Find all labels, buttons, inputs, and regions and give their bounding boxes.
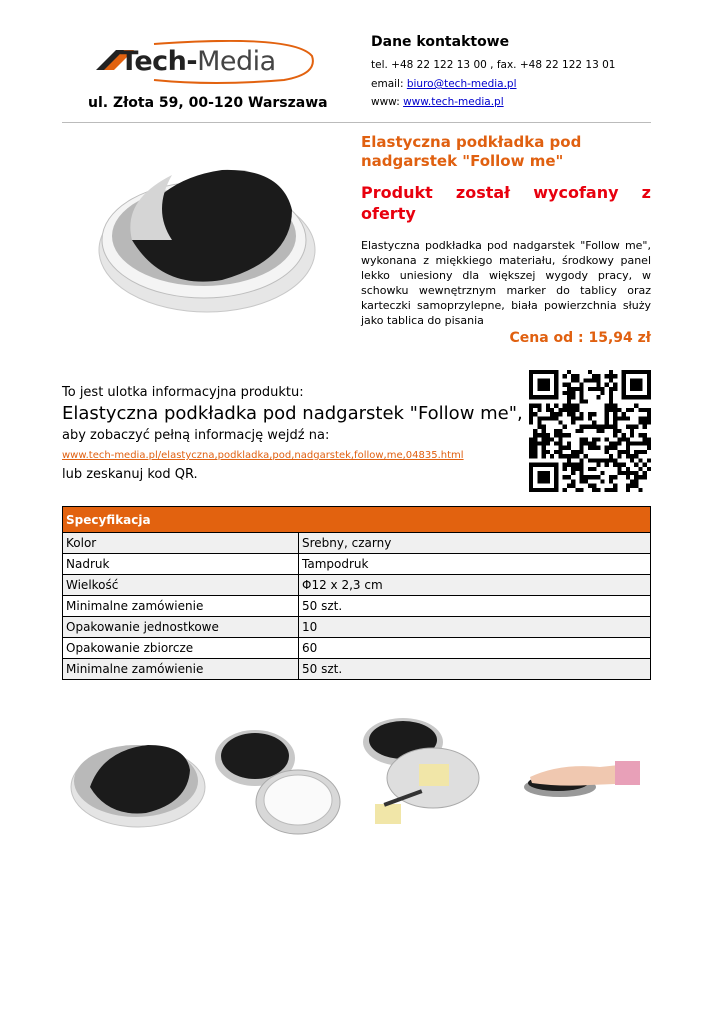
spec-value: 50 szt. bbox=[299, 596, 651, 617]
spec-label: Minimalne zamówienie bbox=[63, 659, 299, 680]
contact-email bbox=[371, 78, 517, 90]
company-logo bbox=[94, 40, 316, 86]
gallery-image-4[interactable] bbox=[520, 755, 640, 800]
spec-label: Minimalne zamówienie bbox=[63, 596, 299, 617]
email-link[interactable]: biuro@tech-media.pl bbox=[406, 78, 517, 90]
spec-label: Opakowanie jednostkowe bbox=[63, 617, 299, 638]
spec-label: Nadruk bbox=[63, 554, 299, 575]
logo-prefix: Tech- bbox=[120, 46, 198, 77]
spec-header: Specyfikacja bbox=[63, 507, 651, 533]
spec-value: Φ12 x 2,3 cm bbox=[299, 575, 651, 596]
table-row bbox=[63, 575, 651, 596]
product-title: Elastyczna podkładka pod nadgarstek "Follow me" bbox=[361, 133, 582, 170]
table-row bbox=[63, 659, 651, 680]
spec-label: Opakowanie zbiorcze bbox=[63, 638, 299, 659]
product-url-link[interactable]: www.tech-media.pl/elastyczna,podkladka,pod,nadgarstek,follow,me,04835.html bbox=[62, 450, 464, 461]
header-divider bbox=[62, 122, 651, 123]
contact-phones: tel. +48 22 122 13 00 , fax. +48 22 122 13 01 bbox=[371, 59, 616, 71]
info-scan-qr: lub zeskanuj kod QR. bbox=[62, 467, 198, 482]
contact-title: Dane kontaktowe bbox=[371, 34, 510, 50]
www-label: www: bbox=[371, 96, 400, 108]
info-instruction: aby zobaczyć pełną informację wejdź na: bbox=[62, 428, 330, 443]
spec-value: Tampodruk bbox=[299, 554, 651, 575]
product-price: Cena od : 15,94 zł bbox=[509, 330, 651, 346]
contact-www bbox=[371, 96, 504, 108]
gallery-image-1[interactable] bbox=[68, 725, 208, 835]
table-row bbox=[63, 596, 651, 617]
qr-code-icon[interactable] bbox=[529, 370, 651, 492]
table-row bbox=[63, 554, 651, 575]
product-main-image bbox=[92, 140, 322, 320]
withdrawn-line-2: oferty bbox=[361, 204, 416, 223]
logo-suffix: Media bbox=[197, 46, 276, 77]
gallery-image-2[interactable] bbox=[210, 720, 345, 840]
spec-value: Srebny, czarny bbox=[299, 533, 651, 554]
company-address: ul. Złota 59, 00-120 Warszawa bbox=[88, 95, 328, 111]
table-row bbox=[63, 533, 651, 554]
table-row bbox=[63, 638, 651, 659]
spec-table bbox=[62, 506, 651, 680]
withdrawn-line-1: Produkt został wycofany z bbox=[361, 183, 651, 202]
email-label: email: bbox=[371, 78, 404, 90]
logo-text bbox=[120, 46, 276, 77]
spec-label: Wielkość bbox=[63, 575, 299, 596]
table-row bbox=[63, 617, 651, 638]
spec-label: Kolor bbox=[63, 533, 299, 554]
spec-value: 60 bbox=[299, 638, 651, 659]
spec-value: 50 szt. bbox=[299, 659, 651, 680]
spec-value: 10 bbox=[299, 617, 651, 638]
product-description: Elastyczna podkładka pod nadgarstek "Follow me", wykonana z miękkiego materiału, środkowy panel lekko uniesiony dla większej wygody pracy, w schowku wewnętrznym marker do tablicy oraz karteczki samoprzylepne, biała powierzchnia służy jako tablica do pisania bbox=[361, 239, 651, 327]
info-intro: To jest ulotka informacyjna produktu: bbox=[62, 385, 304, 400]
product-withdrawn-notice bbox=[361, 182, 651, 224]
www-link[interactable]: www.tech-media.pl bbox=[403, 96, 504, 108]
info-product-name: Elastyczna podkładka pod nadgarstek "Follow me", bbox=[62, 403, 523, 424]
gallery-image-3[interactable] bbox=[355, 712, 485, 837]
